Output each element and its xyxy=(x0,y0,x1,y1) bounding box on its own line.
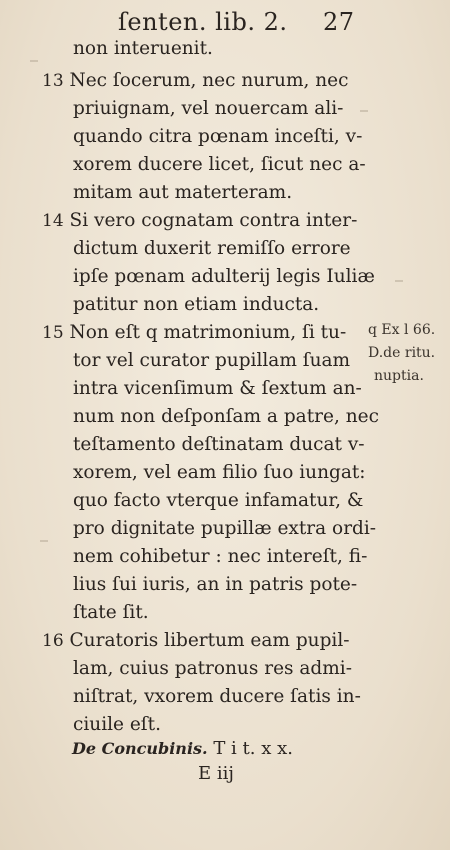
text-line: xorem ducere licet, ſicut nec a- xyxy=(73,154,366,175)
ink-bleed-mark xyxy=(360,110,368,112)
running-title: ſenten. lib. 2. xyxy=(118,8,288,36)
text-line: lius ſui iuris, an in patris pote- xyxy=(73,574,358,595)
paragraph-number: 15 xyxy=(42,323,64,343)
text-line: 15 Non eſt q matrimonium, ſi tu- xyxy=(42,322,347,343)
text-line: niſtrat, vxorem ducere ſatis in- xyxy=(73,686,361,707)
text-line: quando citra pœnam inceſti, v- xyxy=(73,126,363,147)
text-line: teſtamento deſtinatam ducat v- xyxy=(73,434,365,455)
text-line: 16 Curatoris libertum eam pupil- xyxy=(42,630,350,651)
text-line: ipſe pœnam adulterij legis Iuliæ xyxy=(73,266,375,287)
text-line: xorem, vel eam filio ſuo iungat: xyxy=(73,462,366,483)
text-line: lam, cuius patronus res admi- xyxy=(73,658,352,679)
margin-note: q Ex l 66. xyxy=(368,322,436,338)
text-line: patitur non etiam inducta. xyxy=(73,294,320,315)
title-suffix: T i t. x x. xyxy=(213,738,293,759)
section-title xyxy=(72,738,293,759)
ink-bleed-mark xyxy=(30,60,38,62)
text-line: intra vicenſimum & ſextum an- xyxy=(73,378,362,399)
ink-bleed-mark xyxy=(395,280,403,282)
title-prefix: De Concubinis. xyxy=(72,739,208,758)
text-line: tor vel curator pupillam ſuam xyxy=(73,350,351,371)
text-line: dictum duxerit remiſſo errore xyxy=(73,238,351,259)
text-line: 14 Si vero cognatam contra inter- xyxy=(42,210,358,231)
text-line: ſtate ſit. xyxy=(73,602,149,623)
text-line: mitam aut materteram. xyxy=(73,182,293,203)
text-line: priuignam, vel nouercam ali- xyxy=(73,98,344,119)
text-line: quo facto vterque infamatur, & xyxy=(73,490,364,511)
paragraph-number: 14 xyxy=(42,211,64,231)
margin-note: nuptia. xyxy=(374,368,424,384)
page-number: 27 xyxy=(323,8,355,36)
paragraph-number: 13 xyxy=(42,71,64,91)
text-line: non interuenit. xyxy=(73,38,213,59)
signature-mark: E iij xyxy=(198,763,234,784)
text-line: 13 Nec ſocerum, nec nurum, nec xyxy=(42,70,349,91)
ink-bleed-mark xyxy=(40,540,48,542)
text-line: pro dignitate pupillæ extra ordi- xyxy=(73,518,377,539)
text-line: nem cohibetur : nec intereſt, fi- xyxy=(73,546,368,567)
margin-note: D.de ritu. xyxy=(368,345,436,361)
text-line: num non deſponſam a patre, nec xyxy=(73,406,379,427)
text-line: ciuile eſt. xyxy=(73,714,161,735)
paragraph-number: 16 xyxy=(42,631,64,651)
